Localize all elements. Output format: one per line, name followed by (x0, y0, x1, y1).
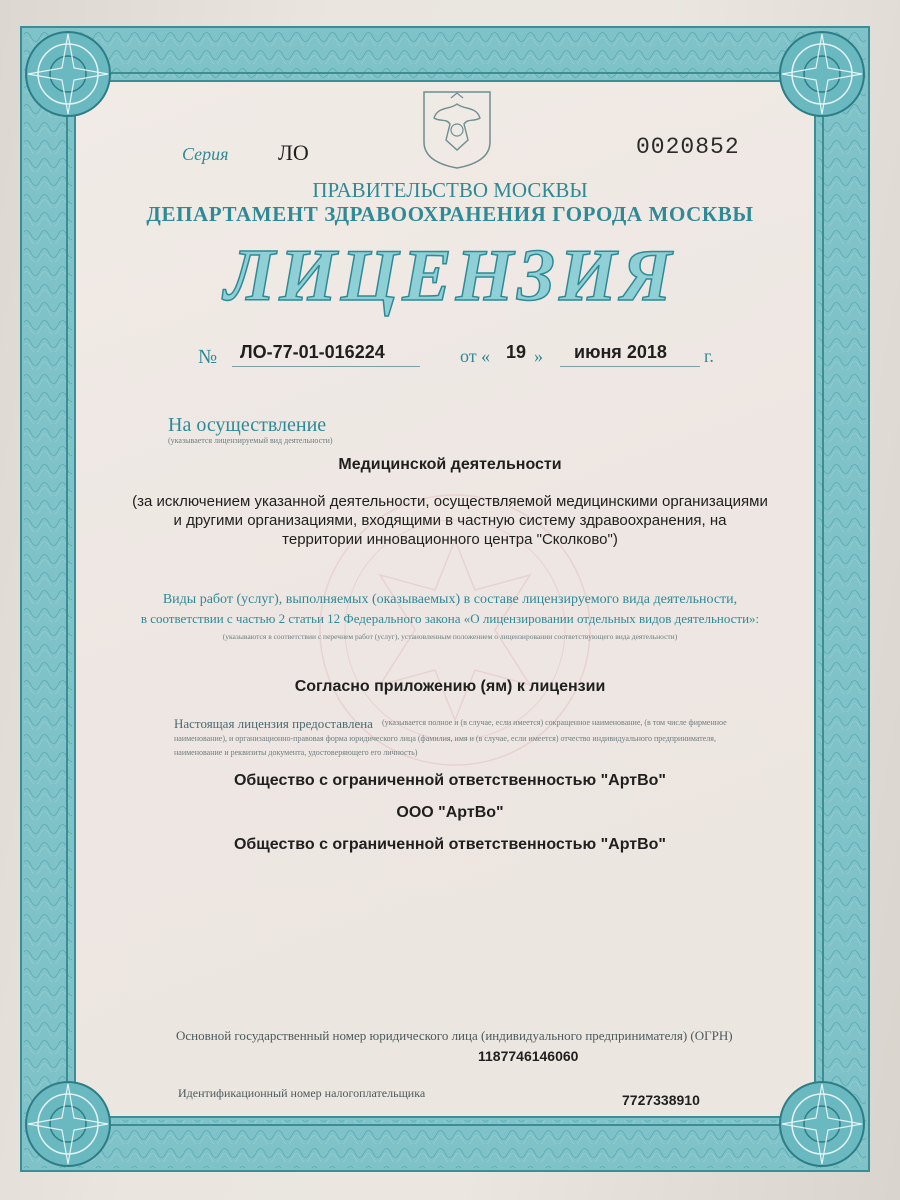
grantee-hint-3: наименование и реквизиты документа, удостоверяющего его личность) (174, 748, 418, 757)
ogrn-value: 1187746146060 (478, 1048, 579, 1064)
date-from-label: от « (460, 346, 491, 366)
series-label: Серия (182, 144, 229, 164)
grantee-hint-1: (указывается полное и (в случае, если имеется) сокращенное наименование, (в том числе фирменное (382, 718, 727, 727)
corner-rosette-top-right (776, 28, 868, 120)
inn-value: 7727338910 (622, 1092, 700, 1108)
works-line-1: Виды работ (услуг), выполняемых (оказываемых) в составе лицензируемого вида деятельности, (162, 592, 738, 607)
activity-name: Медицинской деятельности (338, 456, 562, 473)
activity-exclusion (0, 492, 900, 549)
grantee-full-name: Общество с ограниченной ответственностью "АртВо" (233, 772, 667, 789)
date-close-quote: » (534, 346, 543, 366)
corner-rosette-bottom-right (776, 1078, 868, 1170)
activity-heading: На осуществление (168, 414, 327, 436)
inn-label: Идентификационный номер налогоплательщика (178, 1086, 426, 1100)
corner-rosette-bottom-left (22, 1078, 114, 1170)
exclusion-line-1: (за исключением указанной деятельности, осуществляемой медицинскими организациями (132, 493, 768, 510)
grantee-brand-name: Общество с ограниченной ответственностью "АртВо" (233, 836, 667, 853)
number-underline (232, 366, 420, 367)
corner-rosette-top-left (22, 28, 114, 120)
date-month-year: июня 2018 (574, 342, 667, 362)
authority-line-1: ПРАВИТЕЛЬСТВО МОСКВЫ (312, 178, 588, 202)
date-underline (560, 366, 700, 367)
works-hint: (указываются в соответствии с перечнем работ (услуг), установленным положением о лицензировании соответствующего вида деятельности) (222, 632, 678, 641)
series-code: ЛО (278, 140, 309, 165)
exclusion-line-3: территории инновационного центра "Сколково") (282, 531, 618, 548)
grantee-intro: Настоящая лицензия предоставлена (174, 716, 373, 731)
works-value: Согласно приложению (ям) к лицензии (294, 678, 606, 695)
ogrn-label: Основной государственный номер юридического лица (индивидуального предпринимателя) (ОГРН) (176, 1028, 733, 1043)
form-number: 0020852 (636, 134, 740, 160)
date-day: 19 (506, 342, 527, 362)
grantee-short-name: ООО "АртВо" (396, 804, 504, 821)
works-line-2: в соответствии с частью 2 статьи 12 Федерального закона «О лицензировании отдельных видов деятельности»: (140, 611, 760, 626)
authority-line-2: ДЕПАРТАМЕНТ ЗДРАВООХРАНЕНИЯ ГОРОДА МОСКВЫ (146, 202, 754, 226)
year-suffix: г. (704, 346, 714, 366)
license-number: ЛО-77-01-016224 (240, 342, 385, 362)
grantee-hint-2: наименование), и организационно-правовая форма юридического лица (фамилия, имя и (в случае, если имеется) отчество индивидуального предпринимателя, (174, 734, 716, 743)
number-label: № (198, 346, 218, 368)
coat-of-arms-icon (420, 88, 494, 170)
document-title: ЛИЦЕНЗИЯ (224, 235, 676, 317)
activity-hint: (указывается лицензируемый вид деятельности) (168, 436, 333, 445)
exclusion-line-2: и другими организациями, входящими в частную систему здравоохранения, на (173, 512, 727, 529)
